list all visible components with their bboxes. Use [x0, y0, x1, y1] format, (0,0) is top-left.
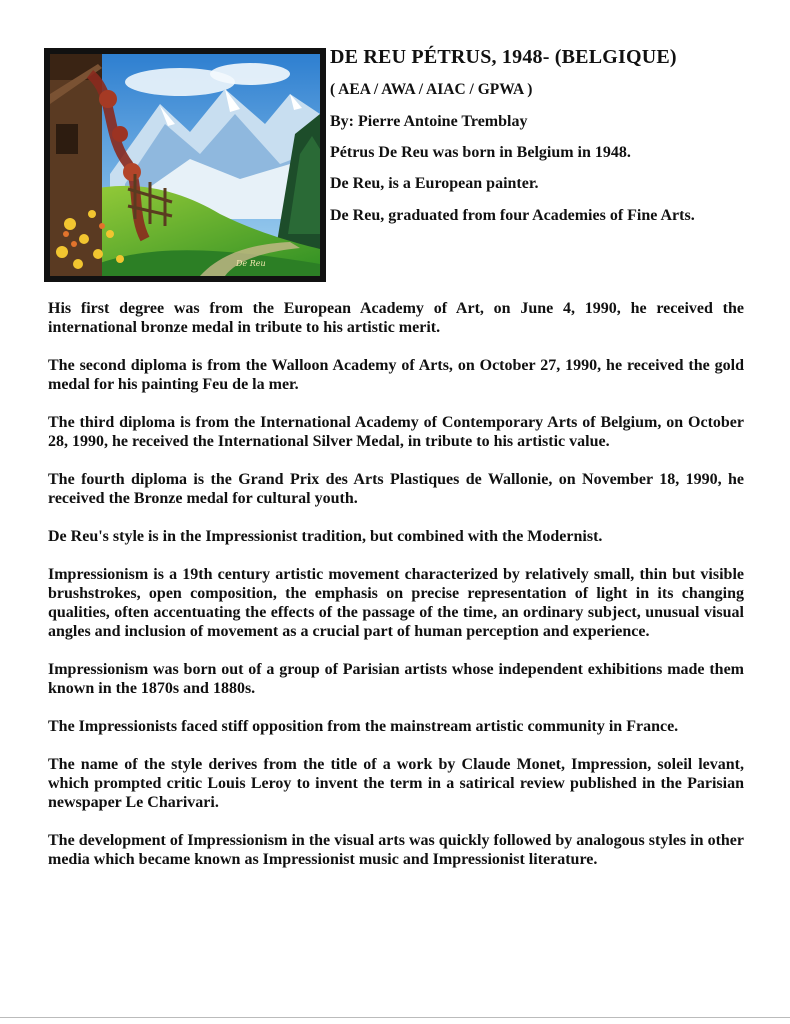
painting-image [44, 48, 326, 282]
intro-academies: De Reu, graduated from four Academies of Fine Arts. [330, 207, 695, 224]
page-title: DE REU PÉTRUS, 1948- (BELGIQUE) [330, 46, 677, 68]
author-byline: By: Pierre Antoine Tremblay [330, 113, 528, 130]
paragraph-style: De Reu's style is in the Impressionist tradition, but combined with the Modernist. [48, 528, 603, 545]
paragraph-name-origin: The name of the style derives from the title of a work by Claude Monet, Impression, soleil levant, which prompted critic Louis Leroy to invent the term in a satirical review published in the Parisian newspaper Le Charivari. [48, 756, 744, 811]
paragraph-fourth-diploma: The fourth diploma is the Grand Prix des Arts Plastiques de Wallonie, on November 18, 1990, he received the Bronze medal for cultural youth. [48, 471, 744, 507]
paragraph-development: The development of Impressionism in the visual arts was quickly followed by analogous styles in other media which became known as Impressionist music and Impressionist literature. [48, 832, 744, 868]
paragraph-second-diploma: The second diploma is from the Walloon Academy of Arts, on October 27, 1990, he received the gold medal for his painting Feu de la mer. [48, 357, 744, 393]
page-bottom-rule [0, 1017, 790, 1018]
intro-birth: Pétrus De Reu was born in Belgium in 1948. [330, 144, 631, 161]
paragraph-opposition: The Impressionists faced stiff opposition from the mainstream artistic community in France. [48, 718, 679, 735]
intro-european-painter: De Reu, is a European painter. [330, 175, 539, 192]
painting-signature: De Reu [236, 259, 266, 268]
article-body [48, 299, 744, 888]
paragraph-parisian-artists: Impressionism was born out of a group of Parisian artists whose independent exhibitions made them known in the 1870s and 1880s. [48, 661, 744, 697]
paragraph-third-diploma: The third diploma is from the International Academy of Contemporary Arts of Belgium, on October 28, 1990, he received the International Silver Medal, in tribute to his artistic value. [48, 414, 744, 450]
academy-acronyms: ( AEA / AWA / AIAC / GPWA ) [330, 81, 533, 98]
paragraph-impressionism-definition: Impressionism is a 19th century artistic movement characterized by relatively small, thin but visible brushstrokes, open composition, the emphasis on precise representation of light in its changing qualities, often accentuating the effects of the passage of the time, an ordinary subject, unusual visual angles and inclusion of movement as a crucial part of human perception and experience. [48, 566, 744, 640]
mountain-landscape-painting [50, 54, 320, 276]
paragraph-first-degree: His first degree was from the European Academy of Art, on June 4, 1990, he received the international bronze medal in tribute to his artistic merit. [48, 300, 744, 336]
article-header [330, 44, 745, 225]
